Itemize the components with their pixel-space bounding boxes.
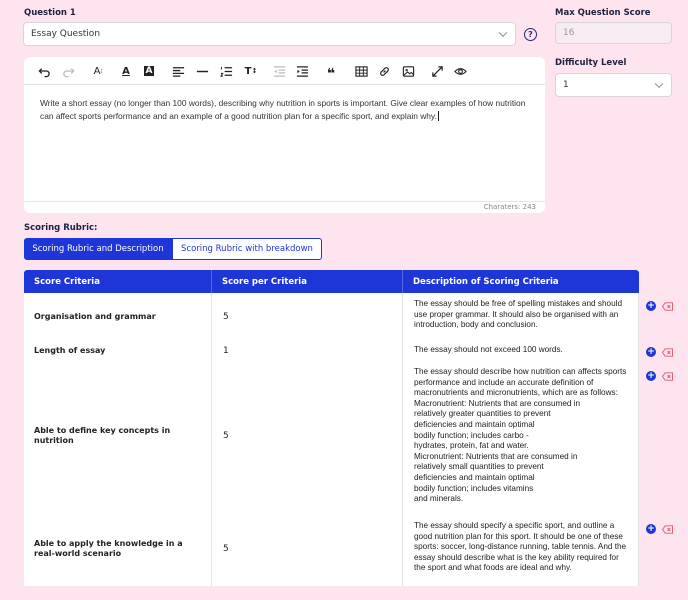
question-label: Question 1 — [24, 8, 76, 18]
text-height-icon[interactable]: T ↕ — [244, 65, 258, 77]
chevron-down-icon — [499, 29, 507, 37]
row-description[interactable]: The essay should describe how nutrition can affects sports performance and include an accurate definition of macronutrients and micronutrients, which are as follows: Macronutrient: Nutrients that are consumed in relatively greater quantities to prevent deficiencies and maintain optimal bodily function; includes carbo - hydrates, protein, fat and water. Micronutrient: Nutrients that are consumed in relatively small quantities to prevent deficiencies and maintain optimal bodily function; includes vitamins and minerals. — [403, 361, 639, 511]
row-score[interactable]: 1 — [212, 341, 403, 361]
table-row — [24, 293, 639, 341]
align-icon[interactable] — [171, 64, 185, 78]
add-row-icon[interactable]: + — [647, 371, 655, 381]
row-score[interactable]: 5 — [212, 511, 403, 586]
max-score-value: 16 — [563, 28, 575, 38]
char-count: Charaters: 243 — [24, 201, 545, 213]
row-description[interactable]: The essay should not exceed 100 words. — [403, 341, 639, 361]
help-icon[interactable] — [524, 28, 537, 41]
row-description[interactable]: The essay should be free of spelling mistakes and should use proper grammar. It should also be organised with an introduction, body and conclusion. — [403, 293, 639, 341]
indent-icon[interactable] — [295, 64, 309, 78]
image-icon[interactable] — [401, 64, 415, 78]
row-criteria[interactable]: Able to apply the knowledge in a real-world scenario — [24, 511, 212, 586]
table-row — [24, 341, 639, 361]
redo-icon[interactable] — [61, 64, 75, 78]
row-description[interactable]: The essay should specify a specific sport, and outline a good nutrition plan for this sport. It should be one of these sports: soccer, long-distance running, table tennis. And the essay should describe what is the key ability required for the sport and what foods are ideal and why. — [403, 511, 639, 586]
rubric-tabs — [24, 238, 322, 260]
max-score-input[interactable] — [555, 22, 672, 44]
add-row-icon[interactable]: + — [647, 524, 655, 534]
header-score-criteria: Score Criteria — [24, 270, 212, 293]
max-score-label: Max Question Score — [555, 8, 651, 18]
font-color-icon[interactable]: A — [122, 65, 130, 77]
header-score-per-criteria: Score per Criteria — [212, 270, 403, 293]
fullscreen-icon[interactable] — [430, 64, 444, 78]
question-editor — [24, 57, 545, 213]
text-cursor — [438, 111, 439, 121]
numbered-list-icon[interactable] — [219, 64, 233, 78]
difficulty-select[interactable] — [555, 73, 672, 97]
row-criteria[interactable]: Able to define key concepts in nutrition — [24, 361, 212, 511]
link-icon[interactable] — [377, 64, 391, 78]
undo-icon[interactable] — [37, 64, 51, 78]
editor-content-text: Write a short essay (no longer than 100 words), describing why nutrition in sports is important. Give clear examples of how nutrition can affect sports performance and an example of a good nutrition plan for a specific sport, and explain why. — [40, 98, 526, 121]
question-type-value: Essay Question — [31, 29, 101, 39]
preview-icon[interactable] — [453, 64, 467, 78]
chevron-down-icon — [655, 80, 663, 88]
help-glyph: ? — [528, 30, 533, 39]
question-type-select[interactable] — [23, 22, 516, 46]
row-score[interactable]: 5 — [212, 293, 403, 341]
highlight-icon[interactable]: A — [145, 66, 153, 76]
table-icon[interactable] — [354, 64, 368, 78]
delete-row-icon[interactable] — [662, 525, 673, 534]
add-row-icon[interactable]: + — [647, 347, 655, 357]
add-row-icon[interactable]: + — [647, 301, 655, 311]
header-description: Description of Scoring Criteria — [413, 276, 559, 287]
rubric-label: Scoring Rubric: — [24, 223, 98, 233]
tab-rubric-breakdown[interactable]: Scoring Rubric with breakdown — [172, 238, 322, 260]
delete-row-icon[interactable] — [662, 348, 673, 357]
row-score[interactable]: 5 — [212, 361, 403, 511]
font-size-icon[interactable]: A ⁝ — [93, 65, 103, 77]
row-criteria[interactable]: Organisation and grammar — [24, 293, 212, 341]
difficulty-label: Difficulty Level — [555, 58, 627, 68]
table-row — [24, 511, 639, 586]
difficulty-value: 1 — [563, 80, 569, 90]
tab-rubric-description[interactable]: Scoring Rubric and Description — [24, 238, 172, 260]
editor-content[interactable] — [40, 97, 530, 122]
row-criteria[interactable]: Length of essay — [24, 341, 212, 361]
delete-row-icon[interactable] — [662, 372, 673, 381]
table-header — [24, 270, 639, 293]
table-row — [24, 361, 639, 511]
rubric-table — [24, 270, 639, 586]
blockquote-icon[interactable]: ❝ — [326, 65, 336, 82]
outdent-icon[interactable] — [272, 64, 286, 78]
delete-row-icon[interactable] — [662, 302, 673, 311]
horizontal-line-icon[interactable] — [195, 64, 209, 78]
editor-toolbar — [24, 57, 545, 85]
